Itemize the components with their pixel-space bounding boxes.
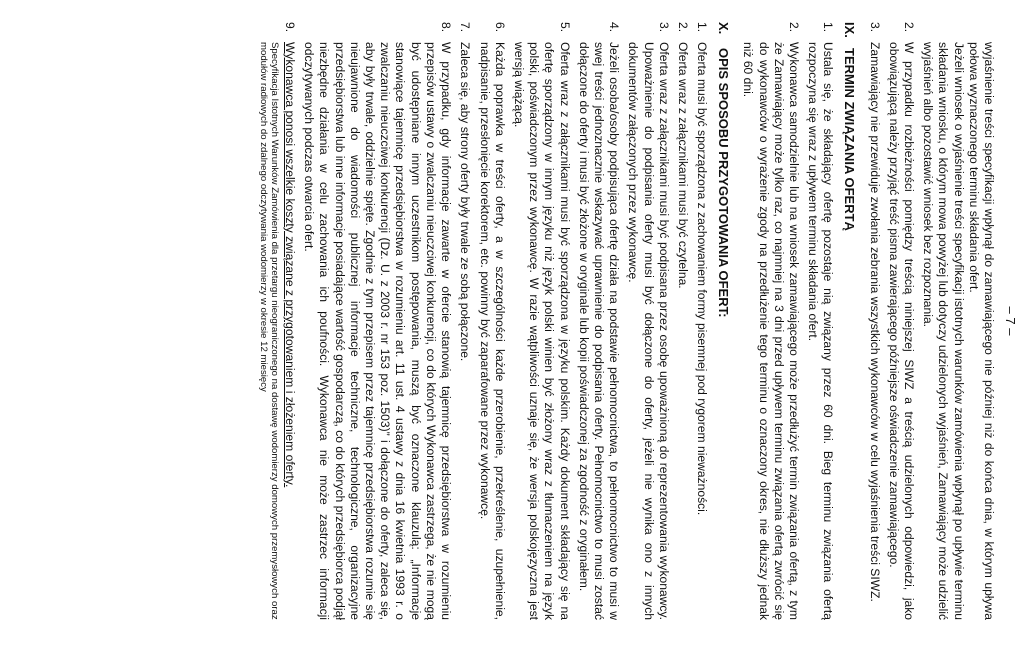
item-number: 2.	[786, 22, 801, 33]
page-number: – 7 –	[1003, 306, 1018, 336]
item-number: 5.	[557, 22, 572, 33]
item-text: Zaleca się, aby strony oferty były trwale ze sobą połączone.	[458, 42, 473, 362]
list-item	[740, 22, 801, 620]
item-text: Wykonawca samodzielnie lub na wniosek zamawiającego może przedłużyć termin związania ofertą, z tym że Zamawiający może tylko raz, co najmniej na 3 dni przed upływem terminu związania ofertą zwrócić się do wykonawców o wyrażenie zgody na przedłużenie tego terminu o oznaczony okres, nie dłuższy jednak niż 60 dni.	[741, 42, 801, 620]
section-title: OPIS SPOSOBU PRZYGOTOWANIA OFERT:	[716, 48, 732, 318]
list-item	[694, 22, 709, 620]
item-text: Jeżeli osoba/osoby podpisująca ofertę działa na podstawie pełnomocnictwa, to pełnomocnictwo to musi w swej treści jednoznacznie wskazywać uprawnienie do podpisania oferty. Pełnomocnictwo to musi zostać dołączone do oferty i musi być złożone w oryginale lub kopii poświadczonej za zgodność z oryginałem.	[576, 42, 622, 620]
list-item	[511, 22, 572, 620]
list-item	[282, 22, 297, 620]
item-number: 2.	[901, 22, 916, 33]
list-item	[576, 22, 622, 620]
item-number: 3.	[867, 22, 882, 33]
item-text: Oferta wraz z załącznikami musi być sporządzona w języku polskim. Każdy dokument składający się na ofertę sporządzony w innym języku niż język polski winien być złożony wraz z tłumaczeniem na język polski, poświadczonym przez wykonawcę. W razie wątpliwości uznaje się, że wersja polskojęzyczna jest wersją wiążącą.	[511, 42, 572, 620]
item-number: 3.	[656, 22, 671, 33]
item-number: 9.	[283, 22, 298, 33]
intro-paragraph-1: wyjaśnienie treści specyfikacji wpłynął do zamawiającego nie później niż do końca dnia, w którym upływa połowa wyznaczonego terminu składania ofert.	[966, 42, 996, 620]
item-text: W przypadku rozbieżności pomiędzy treścią niniejszej SIWZ a treścią udzielonych odpowiedzi, jako obowiązującą należy przyjąć treść pisma zawierającego późniejsze oświadczenie zamawiającego.	[886, 42, 916, 620]
item-text: Ustala się, że składający ofertę pozostaje nią związany przez 60 dni. Bieg terminu związania ofertą rozpoczyna się wraz z upływem terminu składania ofert.	[806, 42, 836, 620]
item-number: 1.	[695, 22, 710, 33]
item-text: Oferta wraz z załącznikami musi być czytelna.	[675, 42, 690, 289]
item-number: 8.	[439, 22, 454, 33]
intro-block	[920, 22, 996, 620]
list-item	[866, 22, 881, 620]
intro-paragraph-2: Jeżeli wniosek o wyjaśnienie treści specyfikacji istotnych warunków zamówienia wpłynął po upływie terminu składania wniosku, o którym mowa powyżej lub dotyczy udzielonych wyjaśnień, Zamawiający może udzielić wyjaśnień albo pozostawić wniosek bez rozpoznania.	[921, 42, 966, 620]
item-number: 7.	[458, 22, 473, 33]
section-number: X.	[716, 22, 732, 35]
section-number: IX.	[842, 22, 858, 38]
list-item	[301, 22, 453, 620]
section-heading-ix	[841, 22, 858, 620]
item-text: Każda poprawka w treści oferty, a w szczególności każde przerobienie, przekreślenie, uzupełnienie, nadpisanie, przesłonięcie korektorem, etc. powinny być zaparafowane przez wykonawcę.	[477, 42, 507, 620]
item-text: W przypadku, gdy informacje zawarte w ofercie stanowią tajemnicę przedsiębiorstwa w rozumieniu przepisów ustawy o zwalczaniu nieuczciwej konkurencji, co do których Wykonawca zastrzega, że nie mogą być udostępniane innym uczestnikom postępowania, muszą być oznaczone klauzulą: „Informacje stanowiące tajemnicę przedsiębiorstwa w rozumieniu art. 11 ust. 4 ustawy z dnia 16 kwietnia 1993 r. o zwalczaniu nieuczciwej konkurencji (Dz. U. z 2003 r. nr 153 poz. 1503)” i dołączone do oferty, zaleca się, aby były trwale, oddzielnie spięte. Zgodnie z tym przepisem przez tajemnicę przedsiębiorstwa rozumie się nieujawnione do wiadomości publicznej informacje techniczne, technologiczne, organizacyjne przedsiębiorstwa lub inne informacje posiadające wartość gospodarczą, co do których przedsiębiorca podjął niezbędne działania w celu zachowania ich poufności. Wykonawca nie może zastrzec informacji odczytywanych podczas otwarcia ofert.	[302, 42, 454, 620]
section-title: TERMIN ZWIĄZANIA OFERTĄ	[842, 48, 858, 231]
footer-note: Specyfikacja Istotnych Warunków Zamówienia dla przetargu nieograniczonego na dostawę wodomierzy domowych przemysłowych oraz modułów radiowych do zdalnego odczytywania wodomierzy w okresie 12 miesięcy	[257, 42, 280, 620]
item-number: 4.	[607, 22, 622, 33]
item-number: 2.	[675, 22, 690, 33]
list-item	[886, 22, 916, 620]
item-text: Zamawiający nie przewiduje zwołania zebrania wszystkich wykonawców w celu wyjaśnienia treści SIWZ.	[867, 42, 882, 602]
list-item	[805, 22, 835, 620]
item-number: 1.	[821, 22, 836, 33]
list-item	[675, 22, 690, 620]
section-heading-x	[715, 22, 732, 620]
item-text: Oferta musi być sporządzona z zachowaniem formy pisemnej pod rygorem nieważności.	[695, 42, 710, 516]
list-item	[476, 22, 506, 620]
item-text: Wykonawca ponosi wszelkie koszty związane z przygotowaniem i złożeniem oferty.	[283, 42, 298, 488]
item-text: Oferta wraz z załącznikami musi być podpisana przez osobę upoważnioną do reprezentowania wykonawcy. Upoważnienie do podpisania oferty musi być dołączone do oferty, jeżeli nie wynika ono z innych dokumentów załączonych przez wykonawcę.	[626, 42, 671, 620]
item-number: 6.	[492, 22, 507, 33]
list-item	[457, 22, 472, 620]
list-item	[625, 22, 671, 620]
